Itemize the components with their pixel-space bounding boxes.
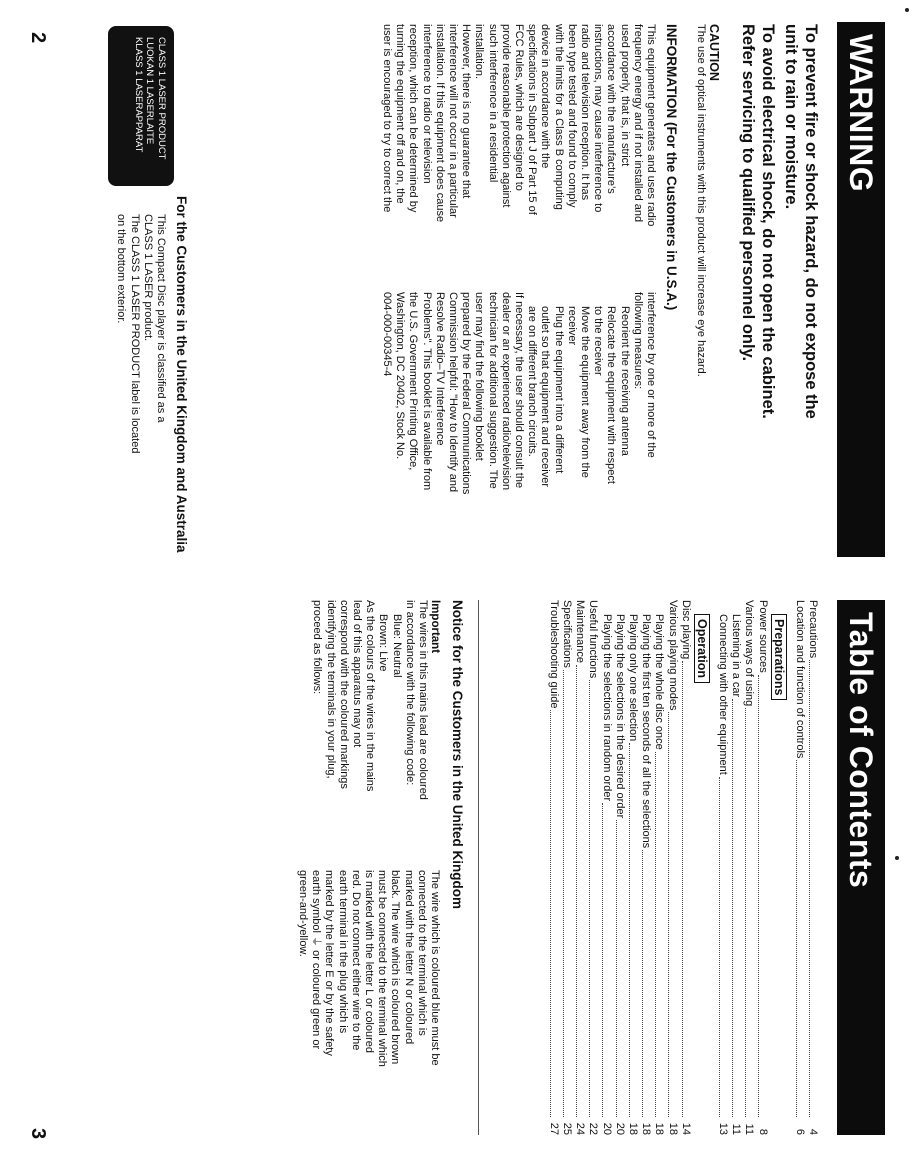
text-line: turning the equipment off and on, the <box>394 24 407 204</box>
text-line: the U.S. Government Printing Office, <box>407 292 420 471</box>
toc-entry-page: 8 <box>756 1128 769 1135</box>
text-line: This Compact Disc player is classified as a <box>155 214 167 423</box>
toc-entry <box>679 600 692 1135</box>
text-line: marked by the letter E or by the safety <box>323 870 336 1056</box>
dot-leader <box>629 743 639 1117</box>
dot-leader <box>550 710 560 1117</box>
uk-australia-title: For the Customers in the United Kingdom and Australia <box>174 196 189 553</box>
text-line: installation. If this equipment does cause <box>433 24 446 223</box>
measure-line: Reorient the receiving antenna <box>618 306 631 456</box>
toc-entry-label: Various ways of using <box>743 600 756 707</box>
caution-title: CAUTION <box>707 24 721 81</box>
text-line: specifications in Subpart J of Part 15 of <box>526 24 539 215</box>
text-line: 004-000-00345-4 <box>380 292 393 377</box>
dot-leader <box>682 661 692 1117</box>
text-line: prepared by the Federal Communications <box>460 292 473 495</box>
text-line: CLASS 1 LASER product. <box>141 214 154 342</box>
toc-entry-label: Useful functions <box>587 600 600 679</box>
text-line: instructions, may cause interference to <box>592 24 605 213</box>
text-line: lead of this apparatus may not <box>350 600 363 748</box>
dot-leader <box>732 699 742 1117</box>
scan-speck <box>895 856 899 860</box>
dot-leader <box>616 820 626 1117</box>
toc-entry-label: Listening in a car <box>730 614 743 698</box>
text-line: been type tested and found to comply <box>565 24 578 208</box>
text-line: installation. <box>473 24 486 80</box>
toc-entry-page: 27 <box>547 1122 560 1135</box>
dot-leader <box>589 680 599 1117</box>
text-line: connected to the terminal which is <box>415 870 428 1036</box>
toc-entry-page: 11 <box>743 1123 756 1135</box>
text-line: user is encouraged to try to correct the <box>380 24 393 213</box>
text-line: dealer or an experienced radio/television <box>499 292 512 491</box>
text-line: Resolve Radio–TV Interference <box>433 292 446 446</box>
measure-line: to the receiver <box>592 306 605 376</box>
text-line: If necessary, the user should consult the <box>512 292 525 489</box>
measure-line: Relocate the equipment with respect <box>605 306 618 484</box>
scan-speck <box>905 8 909 12</box>
page-number-2: 2 <box>27 32 49 44</box>
text-line: on the bottom exterior. <box>115 214 128 324</box>
divider <box>478 600 479 1135</box>
toc-entry-page: 4 <box>807 1128 819 1135</box>
laser-label-line: KLASS 1 LASERAPPARAT <box>133 37 144 153</box>
measure-line: Move the equipment away from the <box>578 306 591 478</box>
text-line: frequency energy and if not installed and <box>631 24 644 223</box>
toc-entry-page: 25 <box>560 1122 573 1135</box>
toc-entry <box>729 600 742 1135</box>
warning-line-2: unit to rain or moisture. <box>782 24 800 210</box>
text-line: used properly, that is, in strict <box>618 24 631 167</box>
laser-label-line: CLASS 1 LASER PRODUCT <box>156 37 167 160</box>
toc-entry-page: 24 <box>574 1122 587 1135</box>
text-line: As the colours of the wires in the mains <box>364 600 377 792</box>
toc-entry <box>755 600 768 1135</box>
text-line: provide reasonable protection against <box>499 24 512 208</box>
measure-line: are on different branch circuits. <box>526 306 539 457</box>
toc-entry <box>742 600 755 1135</box>
text-line: earth terminal in the plug which is <box>336 870 349 1034</box>
toc-entry <box>716 600 729 1135</box>
text-line: earth symbol ⏚ or coloured green or <box>310 870 323 1050</box>
text-line: identifying the terminals in your plug, <box>324 600 337 779</box>
usa-info-column-2 <box>380 292 657 560</box>
text-line: following measures: <box>631 292 644 390</box>
toc-entry <box>613 600 626 1135</box>
usa-info-title: INFORMATION (For the Customers in U.S.A.) <box>664 24 679 311</box>
text-line: This equipment generates and uses radio <box>645 24 657 227</box>
measure-line: outlet so that equipment and receiver <box>539 306 552 488</box>
text-line: The wires in this mains lead are coloured <box>417 600 429 800</box>
text-line: Washington, DC 20402, Stock No. <box>394 292 407 460</box>
dot-leader <box>758 675 768 1117</box>
text-line: user may find the following booklet <box>473 292 486 461</box>
text-line: The CLASS 1 LASER PRODUCT label is located <box>128 214 141 454</box>
text-line: correspond with the coloured markings <box>337 600 350 789</box>
warning-line-1: To prevent fire or shock hazard, do not expose the <box>802 24 820 419</box>
text-line: interference to radio or television <box>420 24 433 184</box>
text-line: device in accordance with the <box>539 24 552 169</box>
uk-australia-text <box>114 214 167 554</box>
caution-block <box>694 24 721 564</box>
toc-entry-label: Various playing modes <box>666 600 679 711</box>
toc-entry <box>639 600 652 1135</box>
toc-entry-label: Playing the first ten seconds of all the selections <box>640 614 653 849</box>
toc-entry-label: Troubleshooting guide <box>547 600 560 709</box>
toc-entry <box>547 600 560 1135</box>
text-line: Commission helpful: "How to Identify and <box>446 292 459 493</box>
toc-entry-page: 18 <box>626 1122 639 1135</box>
colour-code-line: Blue: Neutral <box>390 614 403 678</box>
text-line: green-and-yellow. <box>296 870 309 957</box>
toc-entry <box>586 600 599 1135</box>
class-1-laser-label <box>108 26 174 186</box>
dot-leader <box>796 760 806 1117</box>
text-line: interference will not occur in a particular <box>446 24 459 218</box>
text-line: in accordance with the following code: <box>403 600 416 786</box>
toc-entry <box>793 600 806 1135</box>
text-line: Problems". This booklet is available from <box>420 292 433 491</box>
toc-entry-page: 13 <box>716 1122 729 1135</box>
toc-entry-label: Playing the selections in the desired order <box>613 614 626 819</box>
toc-banner: Table of Contents <box>837 600 885 1135</box>
text-line: FCC Rules, which are designed to <box>512 24 525 191</box>
uk-notice-title: Notice for the Customers in the United Kingdom <box>450 600 465 910</box>
toc-entry-label: Disc playing <box>679 600 692 660</box>
important-label: Important <box>429 600 441 654</box>
uk-notice-column-1 <box>310 600 441 862</box>
dot-leader <box>745 708 755 1117</box>
caution-text: The use of optical instruments with this product will increase eye hazard. <box>695 24 707 377</box>
toc-entry-page: 18 <box>666 1122 679 1135</box>
dot-leader <box>563 670 573 1117</box>
toc-entry-label: Power sources <box>756 600 769 673</box>
toc-entry-label: Playing the whole disc once <box>653 614 666 750</box>
text-line: proceed as follows: <box>311 600 324 695</box>
text-line: However, there is no guarantee that <box>460 24 473 199</box>
toc-entry-page: 22 <box>587 1122 600 1135</box>
toc-entry-label: Playing the selections in random order <box>600 614 613 802</box>
toc-entry <box>626 600 639 1135</box>
toc-entry-page: 14 <box>679 1122 692 1135</box>
dot-leader <box>655 752 665 1117</box>
text-line: accordance with the manufacture’s <box>605 24 618 194</box>
text-line: technician for additional suggestion. The <box>486 292 499 489</box>
measure-line: Plug the equipment into a different <box>552 306 565 474</box>
toc-entry-page: 20 <box>613 1122 626 1135</box>
toc-entry-page: 20 <box>600 1122 613 1135</box>
toc-section-preparations: Preparations <box>771 614 787 700</box>
toc-entry-label: Location and function of controls <box>793 600 806 759</box>
usa-info-column-1 <box>380 24 657 286</box>
text-line: reception, which can be determined by <box>407 24 420 213</box>
toc-entry <box>599 600 612 1135</box>
toc-entry-page: 18 <box>653 1122 666 1135</box>
text-line: The wire which is coloured blue must be <box>429 870 441 1066</box>
warning-banner: WARNING <box>837 22 885 557</box>
text-line: is marked with the letter L or coloured <box>362 870 375 1054</box>
toc-entry <box>806 600 819 1135</box>
warning-line-3: To avoid electrical shock, do not open the cabinet. <box>759 24 777 419</box>
laser-label-line: LUOKAN 1 LASERLAITE <box>144 37 156 145</box>
measure-line: receiver <box>565 306 578 346</box>
text-line: with the limits for a Class B computing <box>552 24 565 210</box>
text-line: such interference in a residential <box>486 24 499 183</box>
dot-leader <box>719 777 729 1117</box>
table-of-contents <box>547 600 819 1135</box>
toc-entry-page: 6 <box>793 1128 806 1135</box>
toc-entry <box>560 600 573 1135</box>
dot-leader <box>576 665 586 1117</box>
dot-leader <box>602 803 612 1117</box>
uk-notice-column-2 <box>296 870 441 1132</box>
text-line: marked with the letter N or coloured <box>402 870 415 1045</box>
warning-line-4: Refer servicing to qualified personnel only. <box>739 24 757 362</box>
page-3 <box>0 578 919 1155</box>
page-number-3: 3 <box>27 1128 49 1140</box>
colour-code-line: Brown: Live <box>377 614 390 672</box>
toc-entry <box>665 600 678 1135</box>
toc-section-operation: Operation <box>694 614 710 683</box>
toc-entry-page: 11 <box>730 1123 743 1135</box>
text-line: must be connected to the terminal which <box>376 870 389 1067</box>
text-line: radio and television reception. It has <box>578 24 591 201</box>
text-line: red. Do not connect either wire to the <box>349 870 362 1051</box>
toc-entry-label: Precautions <box>807 600 819 659</box>
dot-leader <box>809 660 819 1117</box>
dot-leader <box>668 712 678 1117</box>
toc-entry-label: Playing only one selection <box>626 614 639 742</box>
text-line: interference by one or more of the <box>645 292 657 458</box>
dot-leader <box>642 850 652 1117</box>
toc-entry-label: Connecting with other equipment <box>716 614 729 775</box>
toc-entry-page: 18 <box>640 1122 653 1135</box>
toc-entry-label: Specifications <box>560 600 573 668</box>
toc-entry-label: Maintenance <box>574 600 587 663</box>
toc-entry <box>652 600 665 1135</box>
toc-entry <box>573 600 586 1135</box>
text-line: black. The wire which is coloured brown <box>389 870 402 1065</box>
